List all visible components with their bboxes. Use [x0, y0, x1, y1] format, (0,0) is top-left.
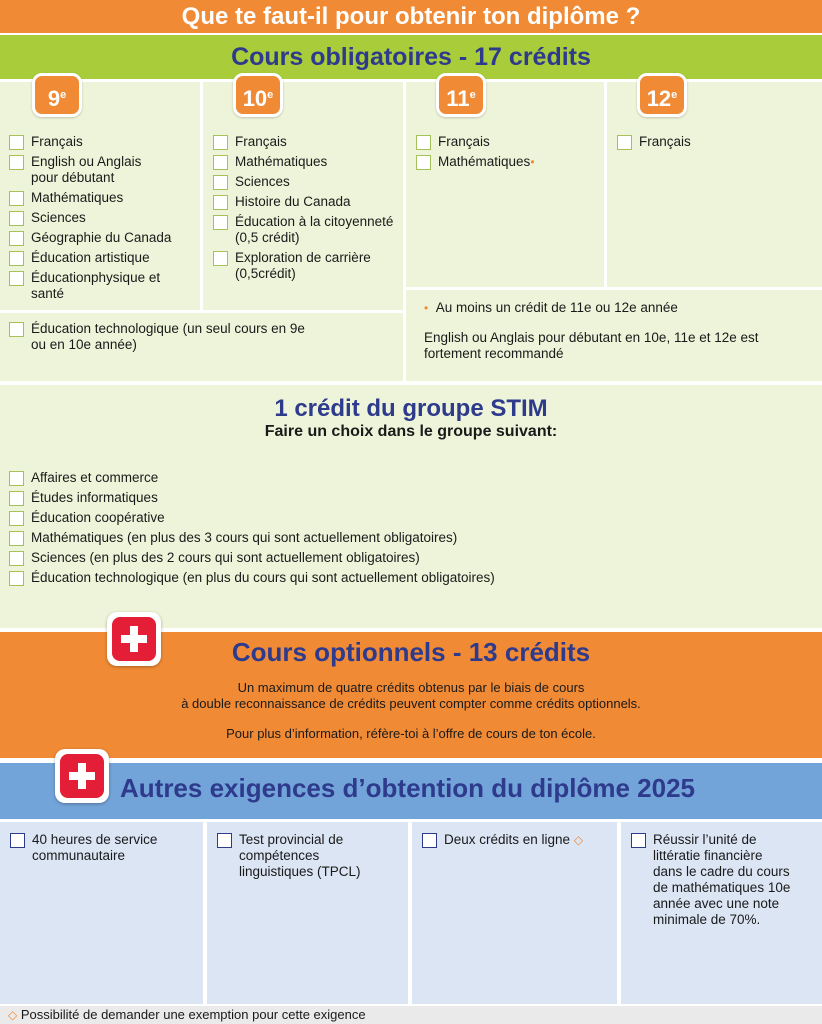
checkbox[interactable]	[416, 155, 431, 170]
course-item[interactable]: Français	[416, 134, 598, 150]
notes-panel	[406, 290, 822, 381]
exemption-marker: ◇	[573, 833, 584, 847]
course-item[interactable]: Français	[617, 134, 816, 150]
stim-item[interactable]: Mathématiques (en plus des 3 cours qui sont actuellement obligatoires)	[9, 530, 809, 546]
checkbox[interactable]	[9, 471, 24, 486]
checkbox[interactable]	[422, 833, 437, 848]
checkbox[interactable]	[617, 135, 632, 150]
checkbox[interactable]	[9, 531, 24, 546]
checkbox[interactable]	[9, 511, 24, 526]
checkbox[interactable]	[9, 231, 24, 246]
stim-subtitle: Faire un choix dans le groupe suivant:	[264, 423, 558, 440]
requirement-3	[412, 822, 617, 1004]
course-item[interactable]: Géographie du Canada	[9, 230, 192, 246]
note-2: English ou Anglais pour débutant en 10e, 11e et 12e est fortement recommandé	[424, 330, 759, 361]
checkbox[interactable]	[213, 195, 228, 210]
course-item[interactable]: Éducationphysique et santé	[9, 270, 169, 302]
note-1: • Au moins un crédit de 11e ou 12e année	[424, 300, 678, 315]
other-title: Autres exigences d’obtention du diplôme 2025	[120, 773, 696, 803]
plus-icon	[107, 612, 161, 666]
grade-11-panel	[406, 82, 604, 287]
plus-icon	[55, 749, 109, 803]
grade-10-badge: 10e	[233, 73, 283, 117]
requirement-item[interactable]: Test provincial de compétences linguistiques (TPCL)	[217, 832, 382, 880]
checkbox[interactable]	[213, 155, 228, 170]
requirement-2	[207, 822, 408, 1004]
checkbox[interactable]	[217, 833, 232, 848]
course-item[interactable]: Mathématiques•	[416, 154, 598, 170]
checkbox[interactable]	[9, 271, 24, 286]
stim-title: 1 crédit du groupe STIM	[274, 395, 548, 422]
checkbox[interactable]	[9, 571, 24, 586]
grade-12-panel	[607, 82, 822, 287]
course-item[interactable]: Exploration de carrière (0,5crédit)	[213, 250, 397, 282]
course-item[interactable]: English ou Anglais pour débutant	[9, 154, 169, 186]
requirement-item[interactable]: 40 heures de service communautaire	[10, 832, 185, 864]
checkbox[interactable]	[631, 833, 646, 848]
tech-panel	[0, 313, 403, 381]
checkbox[interactable]	[213, 175, 228, 190]
checkbox[interactable]	[10, 833, 25, 848]
optional-text-3: Pour plus d’information, réfère-toi à l’offre de cours de ton école.	[226, 726, 596, 741]
stim-item[interactable]: Sciences (en plus des 2 cours qui sont actuellement obligatoires)	[9, 550, 809, 566]
checkbox[interactable]	[416, 135, 431, 150]
checkbox[interactable]	[9, 551, 24, 566]
course-item[interactable]: Mathématiques	[9, 190, 192, 206]
course-item[interactable]: Éducation artistique	[9, 250, 192, 266]
course-item[interactable]: Éducation technologique (un seul cours en 9e ou en 10e année)	[9, 321, 319, 353]
stim-item[interactable]: Affaires et commerce	[9, 470, 809, 486]
grade-10-panel	[203, 82, 403, 310]
course-item[interactable]: Éducation à la citoyenneté (0,5 crédit)	[213, 214, 397, 246]
checkbox[interactable]	[9, 211, 24, 226]
grade-9-panel	[0, 82, 200, 310]
course-item[interactable]: Français	[9, 134, 192, 150]
optional-text-2: à double reconnaissance de crédits peuvent compter comme crédits optionnels.	[181, 696, 641, 711]
requirement-4	[621, 822, 822, 1004]
course-item[interactable]: Mathématiques	[213, 154, 397, 170]
stim-item[interactable]: Éducation coopérative	[9, 510, 809, 526]
course-item[interactable]: Français	[213, 134, 397, 150]
exemption-marker: ◇	[8, 1008, 18, 1022]
grade-11-badge: 11e	[436, 73, 486, 117]
stim-item[interactable]: Éducation technologique (en plus du cours qui sont actuellement obligatoires)	[9, 570, 809, 586]
checkbox[interactable]	[213, 251, 228, 266]
optional-text-1: Un maximum de quatre crédits obtenus par le biais de cours	[237, 680, 585, 695]
grade-12-badge: 12e	[637, 73, 687, 117]
stim-list	[9, 470, 809, 590]
course-item[interactable]: Sciences	[9, 210, 192, 226]
grade-9-badge: 9e	[32, 73, 82, 117]
checkbox[interactable]	[9, 191, 24, 206]
checkbox[interactable]	[9, 251, 24, 266]
checkbox[interactable]	[213, 135, 228, 150]
checkbox[interactable]	[9, 322, 24, 337]
course-item[interactable]: Histoire du Canada	[213, 194, 397, 210]
checkbox[interactable]	[213, 215, 228, 230]
other-section-header	[0, 763, 822, 819]
footer-note: ◇ Possibilité de demander une exemption pour cette exigence	[0, 1006, 822, 1024]
checkbox[interactable]	[9, 135, 24, 150]
stim-item[interactable]: Études informatiques	[9, 490, 809, 506]
course-item[interactable]: Sciences	[213, 174, 397, 190]
checkbox[interactable]	[9, 155, 24, 170]
note-marker: •	[424, 301, 429, 315]
mandatory-title: Cours obligatoires - 17 crédits	[0, 35, 822, 79]
note-marker: •	[530, 155, 535, 169]
page-title: Que te faut-il pour obtenir ton diplôme ?	[0, 0, 822, 33]
requirement-item[interactable]: Deux crédits en ligne ◇	[422, 832, 607, 848]
requirement-item[interactable]: Réussir l’unité de littératie financière dans le cadre du cours de mathématiques 10e année avec une note minimale de 70%.	[631, 832, 791, 928]
optional-title: Cours optionnels - 13 crédits	[231, 637, 591, 667]
checkbox[interactable]	[9, 491, 24, 506]
requirement-1	[0, 822, 203, 1004]
